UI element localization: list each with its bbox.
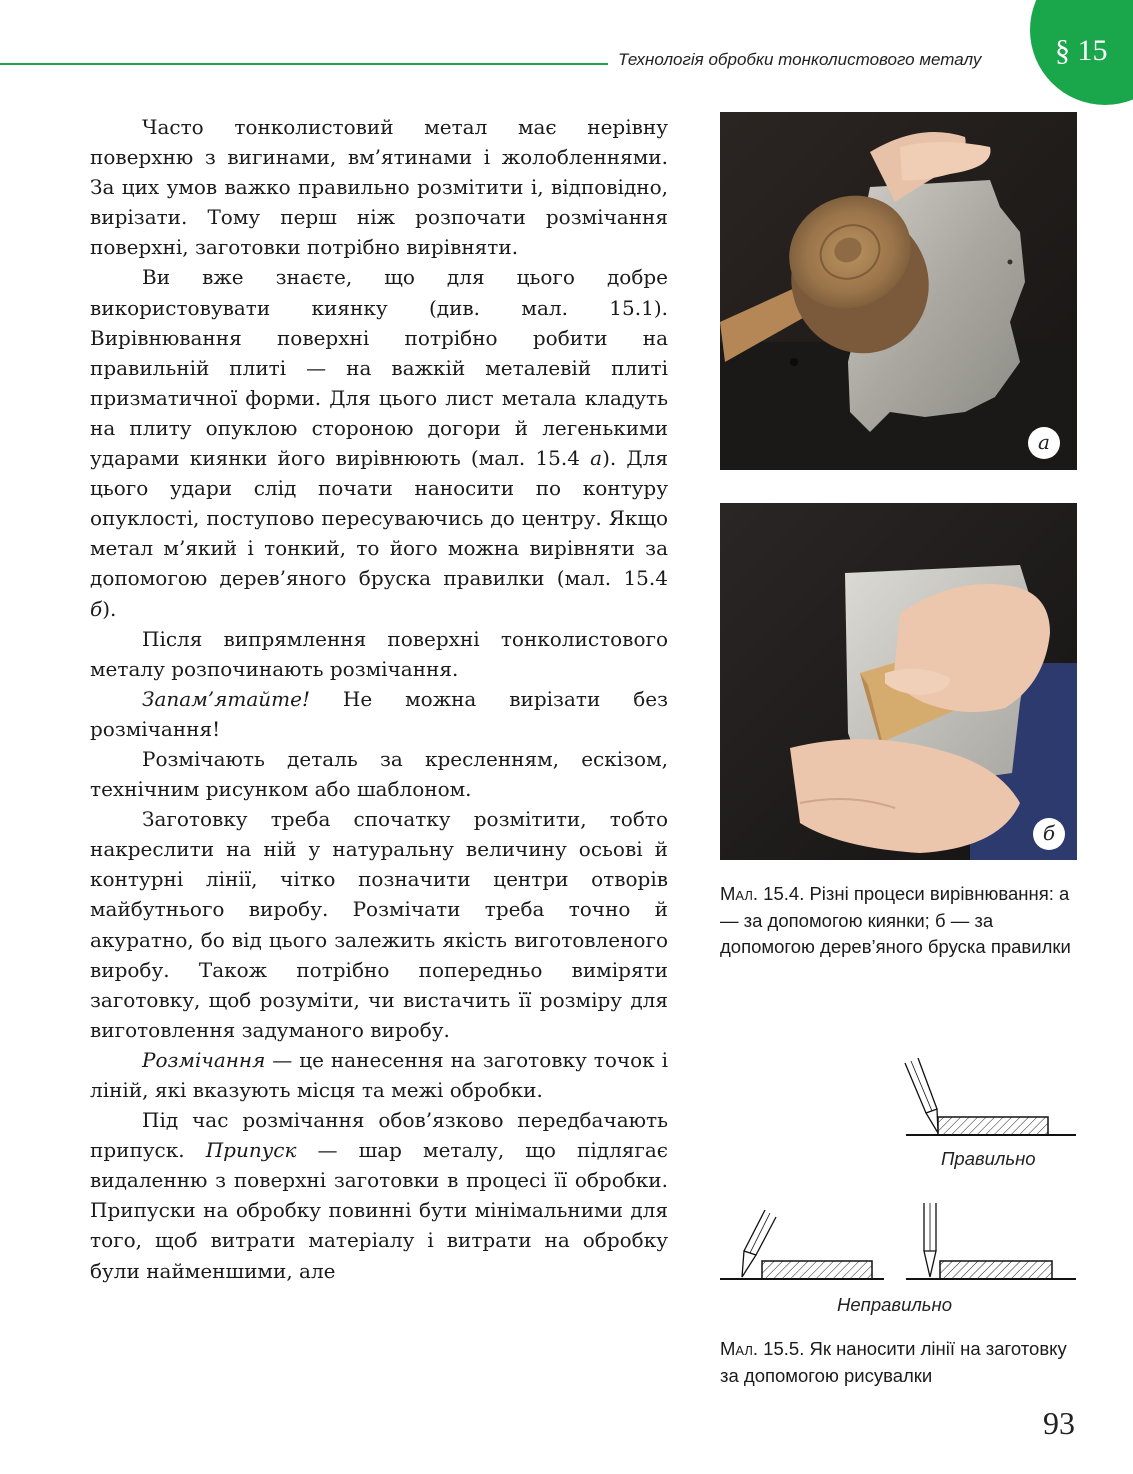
running-title: Технологія обробки тонколистового металу xyxy=(618,50,982,69)
paragraph-text: Після випрямлення поверхні тонколистового металу розпочинають розмічання. xyxy=(90,626,668,681)
label-correct: Правильно xyxy=(941,1148,1036,1169)
figure-caption-15-4 xyxy=(720,881,1080,961)
emphasis-text: а xyxy=(590,446,603,471)
paragraph-text: Розмічають деталь за кресленням, ескізом, технічним рисунком або шаблоном. xyxy=(90,746,668,802)
paragraph-text: Заготовку треба спочатку розмітити, тобто накреслити на ній у натуральну величину осьові й контурні лінії, чітко позначити центри отворів майбутнього виробу. Розмічати треба точно й акуратно, бо від цього залежить якість виготовленого виробу. Також потрібно попередньо виміряти заготовку, щоб розуміти, чи вистачить її розміру для виготовлення задуманого виробу. xyxy=(90,807,668,1042)
section-number: § 15 xyxy=(1055,34,1108,67)
emphasis-text: Розмічання xyxy=(142,1047,266,1072)
body-paragraph xyxy=(90,744,668,804)
scriber-diagram xyxy=(700,1055,1100,1295)
photo-label-a: а xyxy=(1028,427,1060,459)
body-paragraph xyxy=(90,1045,668,1105)
body-paragraph xyxy=(90,1105,668,1286)
emphasis-text: Запам’ятайте! xyxy=(142,686,310,711)
paragraph-text: ). Для цього удари слід почати наносити по контуру опуклості, поступово пересуваючись до центру. Якщо метал м’який і тонкий, то його можна вирівняти за допомогою дерев’яного бруска правилки (мал. 15.4 xyxy=(90,446,669,591)
page-number: 93 xyxy=(1043,1405,1075,1441)
body-paragraph xyxy=(90,684,668,744)
photo-mallet-flattening xyxy=(720,112,1077,470)
label-incorrect: Неправильно xyxy=(837,1294,952,1315)
photo-a-illustration xyxy=(720,112,1077,470)
emphasis-text: Припуск xyxy=(205,1138,297,1163)
body-paragraph xyxy=(90,112,668,262)
diagram-incorrect-tilted xyxy=(720,1210,884,1279)
figure-caption-15-5 xyxy=(720,1336,1090,1389)
paragraph-text: Ви вже знаєте, що для цього добре використовувати киянку (див. мал. 15.1). Вирівнювання поверхні потрібно робити на правильній плиті — на важкій металевій плиті призматичної форми. Для цього лист метала кладуть на плиту опуклою стороною догори й легенькими ударами киянки його вирівнюють (мал. 15.4 xyxy=(90,265,668,471)
photo-label-b: б xyxy=(1033,818,1065,850)
diagram-correct xyxy=(905,1058,1076,1135)
paragraph-text: Не можна вирізати без розмічання! xyxy=(90,686,668,741)
diagram-incorrect-vertical xyxy=(906,1203,1076,1279)
paragraph-text: Часто тонколистовий метал має нерівну поверхню з вигинами, вм’ятинами і жолобленнями. За цих умов важко правильно розмітити і, відповідно, вирізати. Тому перш ніж розпочати розмічання поверхні, заготовки потрібно вирівняти. xyxy=(90,115,668,260)
body-text xyxy=(90,112,668,1286)
body-paragraph xyxy=(90,262,668,623)
caption-prefix: Мал. xyxy=(720,883,759,904)
caption-text: 15.4. Різні процеси вирівнювання: а — за допомогою киянки; б — за допомогою дерев’яного бруска правилки xyxy=(720,883,1071,957)
caption-text: 15.5. Як наносити лінії на заготовку за допомогою рисувалки xyxy=(720,1338,1067,1386)
body-paragraph xyxy=(90,624,668,684)
paragraph-text: — шар металу, що підлягає видаленню з поверхні заготовки в процесі її обробки. Припуски на обробку повинні бути мінімальними для того, щоб витрати матеріалу і витрати на обробку були найменшими, але xyxy=(90,1138,668,1283)
caption-prefix: Мал. xyxy=(720,1338,759,1359)
paragraph-text: ). xyxy=(102,596,117,621)
paragraph-text: Під час розмічання обов’язково передбачають припуск. xyxy=(90,1108,668,1163)
emphasis-text: б xyxy=(90,596,103,621)
photo-b-illustration xyxy=(720,503,1077,860)
photo-wooden-block-flattening xyxy=(720,503,1077,860)
body-paragraph xyxy=(90,804,668,1045)
header-rule xyxy=(0,63,608,65)
paragraph-text: — це нанесення на заготовку точок і ліній, які вказують місця та межі обробки. xyxy=(90,1047,668,1102)
